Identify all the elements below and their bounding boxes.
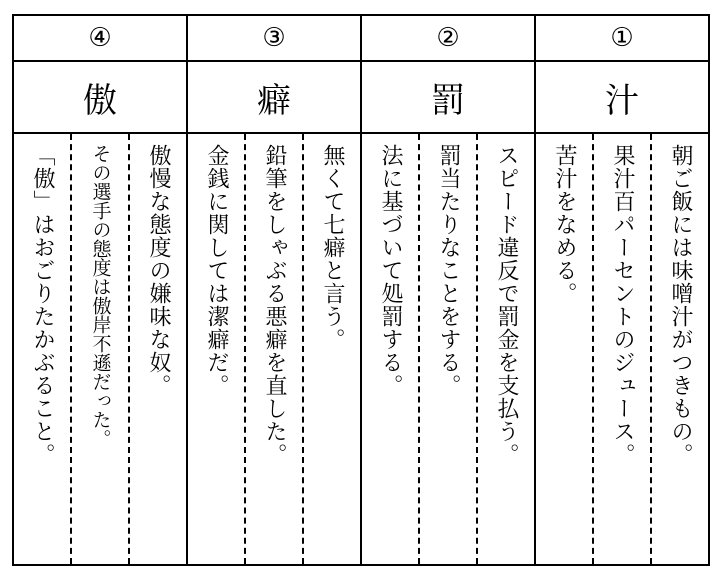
- kanji-worksheet: [12, 14, 710, 566]
- column-number: ①: [536, 16, 708, 62]
- kanji-column-4: [14, 16, 186, 564]
- sentence-line-2: [418, 134, 476, 564]
- sentence-line-3: [188, 134, 244, 564]
- example-sentence: 罰当たりなことをする。: [436, 144, 461, 397]
- sentence-line-1: [476, 134, 534, 564]
- example-sentence: 果汁百パーセントのジュース。: [610, 144, 635, 466]
- target-kanji: 癖: [188, 62, 360, 134]
- example-sentences: [14, 134, 186, 564]
- example-sentences: [536, 134, 708, 564]
- sentence-line-3: [536, 134, 592, 564]
- example-sentences: [188, 134, 360, 564]
- example-sentence: 朝ご飯には味噌汁がつきもの。: [668, 144, 693, 466]
- kanji-column-2: [360, 16, 534, 564]
- example-sentence: 無くて七癖と言う。: [320, 144, 345, 351]
- example-sentence: その選手の態度は傲岸不遜だった。: [89, 144, 112, 448]
- target-kanji: 汁: [536, 62, 708, 134]
- example-sentence: 法に基づいて処罰する。: [378, 144, 403, 397]
- example-sentence: 苦汁をなめる。: [552, 144, 577, 305]
- example-sentence: 「傲」はおごりたかぶること。: [30, 144, 55, 466]
- sentence-line-1: [128, 134, 186, 564]
- kanji-column-1: [534, 16, 708, 564]
- column-number: ②: [362, 16, 534, 62]
- sentence-line-3: [362, 134, 418, 564]
- sentence-line-2: [244, 134, 302, 564]
- column-number: ④: [14, 16, 186, 62]
- sentence-line-2: [70, 134, 128, 564]
- sentence-line-1: [302, 134, 360, 564]
- column-number: ③: [188, 16, 360, 62]
- example-sentence: 鉛筆をしゃぶる悪癖を直した。: [262, 144, 287, 466]
- target-kanji: 罰: [362, 62, 534, 134]
- kanji-column-3: [186, 16, 360, 564]
- sentence-line-1: [650, 134, 708, 564]
- target-kanji: 傲: [14, 62, 186, 134]
- sentence-line-2: [592, 134, 650, 564]
- example-sentence: 金銭に関しては潔癖だ。: [204, 144, 229, 397]
- example-sentences: [362, 134, 534, 564]
- example-sentence: 傲慢な態度の嫌味な奴。: [146, 144, 171, 397]
- sentence-line-3: [14, 134, 70, 564]
- example-sentence: スピード違反で罰金を支払う。: [494, 144, 519, 466]
